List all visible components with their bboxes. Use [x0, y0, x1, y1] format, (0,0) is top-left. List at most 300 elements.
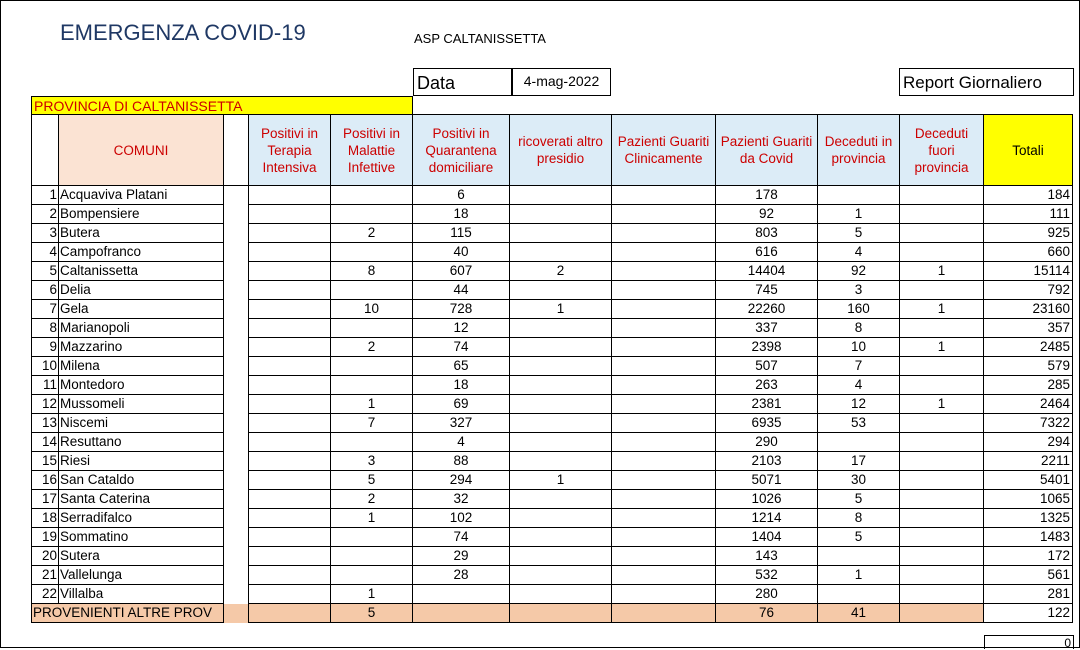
cell-deceduti-provincia[interactable]: 7: [818, 357, 900, 376]
cell-deceduti-provincia[interactable]: 8: [818, 319, 900, 338]
row-number: 4: [32, 243, 59, 262]
cell-totali[interactable]: 285: [984, 376, 1073, 395]
cell-terapia-intensiva[interactable]: [249, 566, 331, 585]
cell-altro-presidio[interactable]: [510, 224, 612, 243]
gap-cell: [224, 186, 249, 205]
comune-name[interactable]: Riesi: [59, 452, 224, 471]
cell-malattie-infettive[interactable]: [331, 281, 413, 300]
cell-deceduti-fuori[interactable]: [900, 509, 984, 528]
cell-guariti-covid[interactable]: 92: [716, 205, 818, 224]
cell-guariti-covid[interactable]: 337: [716, 319, 818, 338]
cell-guariti-covid[interactable]: 14404: [716, 262, 818, 281]
cell-terapia-intensiva[interactable]: [249, 471, 331, 490]
cell-deceduti-provincia[interactable]: 5: [818, 224, 900, 243]
cell-quarantena[interactable]: 44: [413, 281, 510, 300]
cell-guariti-clinicamente[interactable]: [612, 509, 716, 528]
header-comuni: COMUNI: [59, 115, 224, 186]
cell-malattie-infettive[interactable]: 7: [331, 414, 413, 433]
row-number: 16: [32, 471, 59, 490]
cell-altro-presidio[interactable]: [510, 585, 612, 604]
comune-name[interactable]: Acquaviva Platani: [59, 186, 224, 205]
cell-altro-presidio[interactable]: [510, 281, 612, 300]
cell-deceduti-provincia[interactable]: 5: [818, 490, 900, 509]
gap-cell: [224, 452, 249, 471]
cell-quarantena[interactable]: 728: [413, 300, 510, 319]
comune-name[interactable]: Campofranco: [59, 243, 224, 262]
cell-guariti-clinicamente[interactable]: [612, 585, 716, 604]
comune-name[interactable]: Vallelunga: [59, 566, 224, 585]
row-number: 17: [32, 490, 59, 509]
cell-quarantena[interactable]: 65: [413, 357, 510, 376]
cell-totali[interactable]: 2464: [984, 395, 1073, 414]
table-body: [32, 186, 1073, 604]
cell-altro-presidio[interactable]: [510, 433, 612, 452]
cell-altro-presidio[interactable]: [510, 414, 612, 433]
comune-name[interactable]: Butera: [59, 224, 224, 243]
cell-quarantena[interactable]: 88: [413, 452, 510, 471]
cell-guariti-clinicamente[interactable]: [612, 528, 716, 547]
row-number: 3: [32, 224, 59, 243]
cell-malattie-infettive[interactable]: 2: [331, 490, 413, 509]
cell-guariti-clinicamente[interactable]: [612, 547, 716, 566]
row-number: 13: [32, 414, 59, 433]
footer-mi[interactable]: 5: [331, 604, 413, 623]
cell-terapia-intensiva[interactable]: [249, 433, 331, 452]
row-number: 22: [32, 585, 59, 604]
comune-name[interactable]: Bompensiere: [59, 205, 224, 224]
row-number: 12: [32, 395, 59, 414]
cell-malattie-infettive[interactable]: [331, 566, 413, 585]
cell-guariti-clinicamente[interactable]: [612, 262, 716, 281]
cell-altro-presidio[interactable]: 1: [510, 300, 612, 319]
cell-deceduti-fuori[interactable]: 1: [900, 262, 984, 281]
table-row: [32, 452, 1073, 471]
cell-malattie-infettive[interactable]: [331, 243, 413, 262]
cell-altro-presidio[interactable]: [510, 566, 612, 585]
cell-quarantena[interactable]: 28: [413, 566, 510, 585]
cell-altro-presidio[interactable]: [510, 243, 612, 262]
table-row: [32, 357, 1073, 376]
cell-totali[interactable]: 660: [984, 243, 1073, 262]
cell-quarantena[interactable]: 69: [413, 395, 510, 414]
cell-guariti-covid[interactable]: 2381: [716, 395, 818, 414]
header-num: [32, 115, 59, 186]
cell-guariti-covid[interactable]: 803: [716, 224, 818, 243]
cell-deceduti-provincia[interactable]: 4: [818, 376, 900, 395]
cell-deceduti-provincia[interactable]: [818, 547, 900, 566]
gap-cell: [224, 414, 249, 433]
cell-guariti-covid[interactable]: 745: [716, 281, 818, 300]
comune-name[interactable]: Mazzarino: [59, 338, 224, 357]
cell-guariti-covid[interactable]: 22260: [716, 300, 818, 319]
cell-guariti-clinicamente[interactable]: [612, 281, 716, 300]
cell-malattie-infettive[interactable]: [331, 433, 413, 452]
cell-malattie-infettive[interactable]: 3: [331, 452, 413, 471]
cell-deceduti-fuori[interactable]: [900, 547, 984, 566]
cell-altro-presidio[interactable]: [510, 338, 612, 357]
cell-guariti-covid[interactable]: 6935: [716, 414, 818, 433]
cell-guariti-covid[interactable]: 178: [716, 186, 818, 205]
cell-totali[interactable]: 561: [984, 566, 1073, 585]
cell-terapia-intensiva[interactable]: [249, 452, 331, 471]
cell-terapia-intensiva[interactable]: [249, 357, 331, 376]
cell-deceduti-provincia[interactable]: 4: [818, 243, 900, 262]
row-number: 20: [32, 547, 59, 566]
cell-malattie-infettive[interactable]: 2: [331, 224, 413, 243]
row-number: 1: [32, 186, 59, 205]
cell-altro-presidio[interactable]: [510, 186, 612, 205]
comune-name[interactable]: San Cataldo: [59, 471, 224, 490]
footer-dfp[interactable]: [900, 604, 984, 623]
cell-terapia-intensiva[interactable]: [249, 205, 331, 224]
cell-guariti-clinicamente[interactable]: [612, 186, 716, 205]
gap-cell: [224, 300, 249, 319]
cell-altro-presidio[interactable]: [510, 205, 612, 224]
cell-guariti-covid[interactable]: 2103: [716, 452, 818, 471]
comune-name[interactable]: Milena: [59, 357, 224, 376]
cell-malattie-infettive[interactable]: 2: [331, 338, 413, 357]
cell-altro-presidio[interactable]: [510, 319, 612, 338]
cell-malattie-infettive[interactable]: 5: [331, 471, 413, 490]
cell-quarantena[interactable]: 6: [413, 186, 510, 205]
header-row: [32, 115, 1073, 186]
cell-totali[interactable]: 792: [984, 281, 1073, 300]
footer-dp[interactable]: 41: [818, 604, 900, 623]
cell-terapia-intensiva[interactable]: [249, 509, 331, 528]
row-number: 6: [32, 281, 59, 300]
cell-terapia-intensiva[interactable]: [249, 338, 331, 357]
cell-terapia-intensiva[interactable]: [249, 490, 331, 509]
table-row: [32, 205, 1073, 224]
table-row: [32, 300, 1073, 319]
cell-deceduti-provincia[interactable]: 12: [818, 395, 900, 414]
cell-guariti-clinicamente[interactable]: [612, 433, 716, 452]
cell-deceduti-provincia[interactable]: 1: [818, 205, 900, 224]
cell-terapia-intensiva[interactable]: [249, 319, 331, 338]
footer-label[interactable]: PROVENIENTI ALTRE PROV: [32, 604, 224, 623]
cell-quarantena[interactable]: [413, 585, 510, 604]
header-malattie-infettive: Positivi in Malattie Infettive: [331, 115, 413, 186]
footer-tot[interactable]: 122: [984, 604, 1073, 623]
comune-name[interactable]: Resuttano: [59, 433, 224, 452]
row-number: 19: [32, 528, 59, 547]
table-row: [32, 509, 1073, 528]
cell-terapia-intensiva[interactable]: [249, 300, 331, 319]
row-number: 5: [32, 262, 59, 281]
table-row: [32, 528, 1073, 547]
cell-totali[interactable]: 579: [984, 357, 1073, 376]
cell-totali[interactable]: 1325: [984, 509, 1073, 528]
cell-deceduti-fuori[interactable]: 1: [900, 338, 984, 357]
footer-pgc[interactable]: [612, 604, 716, 623]
comune-name[interactable]: Sutera: [59, 547, 224, 566]
comune-name[interactable]: Gela: [59, 300, 224, 319]
cell-terapia-intensiva[interactable]: [249, 224, 331, 243]
cell-guariti-clinicamente[interactable]: [612, 224, 716, 243]
header-deceduti-fuori: Deceduti fuori provincia: [900, 115, 984, 186]
cell-deceduti-provincia[interactable]: 53: [818, 414, 900, 433]
cell-totali[interactable]: 15114: [984, 262, 1073, 281]
cell-terapia-intensiva[interactable]: [249, 547, 331, 566]
cell-quarantena[interactable]: 4: [413, 433, 510, 452]
row-number: 15: [32, 452, 59, 471]
header-altro-presidio: ricoverati altro presidio: [510, 115, 612, 186]
province-banner: PROVINCIA DI CALTANISSETTA: [31, 96, 413, 115]
cell-deceduti-provincia[interactable]: [818, 433, 900, 452]
cell-deceduti-fuori[interactable]: [900, 566, 984, 585]
cell-totali[interactable]: 281: [984, 585, 1073, 604]
comune-name[interactable]: Marianopoli: [59, 319, 224, 338]
report-label: Report Giornaliero: [899, 68, 1074, 96]
cell-quarantena[interactable]: 607: [413, 262, 510, 281]
cell-deceduti-fuori[interactable]: [900, 528, 984, 547]
cell-totali[interactable]: 23160: [984, 300, 1073, 319]
cell-guariti-covid[interactable]: 5071: [716, 471, 818, 490]
cell-deceduti-fuori[interactable]: [900, 490, 984, 509]
row-number: 8: [32, 319, 59, 338]
cell-malattie-infettive[interactable]: [331, 528, 413, 547]
cell-quarantena[interactable]: 294: [413, 471, 510, 490]
cell-guariti-covid[interactable]: 1214: [716, 509, 818, 528]
cell-terapia-intensiva[interactable]: [249, 414, 331, 433]
cell-totali[interactable]: 1483: [984, 528, 1073, 547]
gap-cell: [224, 395, 249, 414]
footer-ra[interactable]: [510, 604, 612, 623]
cell-guariti-covid[interactable]: 280: [716, 585, 818, 604]
cell-totali[interactable]: 2485: [984, 338, 1073, 357]
row-number: 2: [32, 205, 59, 224]
row-number: 14: [32, 433, 59, 452]
cell-deceduti-provincia[interactable]: [818, 585, 900, 604]
header-deceduti-provincia: Deceduti in provincia: [818, 115, 900, 186]
cell-guariti-clinicamente[interactable]: [612, 205, 716, 224]
cell-deceduti-provincia[interactable]: 92: [818, 262, 900, 281]
cell-deceduti-provincia[interactable]: [818, 186, 900, 205]
cell-altro-presidio[interactable]: [510, 528, 612, 547]
cell-malattie-infettive[interactable]: [331, 319, 413, 338]
comune-name[interactable]: Mussomeli: [59, 395, 224, 414]
cell-deceduti-fuori[interactable]: [900, 357, 984, 376]
footer-pgcov[interactable]: 76: [716, 604, 818, 623]
footer-gap: [224, 604, 249, 623]
cell-malattie-infettive[interactable]: [331, 186, 413, 205]
cell-altro-presidio[interactable]: [510, 547, 612, 566]
cell-altro-presidio[interactable]: [510, 509, 612, 528]
cell-guariti-covid[interactable]: 616: [716, 243, 818, 262]
gap-cell: [224, 471, 249, 490]
gap-cell: [224, 433, 249, 452]
table-row: [32, 243, 1073, 262]
comune-name[interactable]: Niscemi: [59, 414, 224, 433]
cell-terapia-intensiva[interactable]: [249, 186, 331, 205]
cell-malattie-infettive[interactable]: 10: [331, 300, 413, 319]
cell-deceduti-provincia[interactable]: 160: [818, 300, 900, 319]
cell-malattie-infettive[interactable]: [331, 376, 413, 395]
below-total-cell[interactable]: 0: [984, 635, 1074, 649]
cell-guariti-covid[interactable]: 290: [716, 433, 818, 452]
cell-quarantena[interactable]: 74: [413, 338, 510, 357]
cell-guariti-covid[interactable]: 263: [716, 376, 818, 395]
cell-malattie-infettive[interactable]: 1: [331, 585, 413, 604]
cell-terapia-intensiva[interactable]: [249, 281, 331, 300]
cell-guariti-covid[interactable]: 143: [716, 547, 818, 566]
cell-deceduti-provincia[interactable]: 3: [818, 281, 900, 300]
gap-cell: [224, 243, 249, 262]
gap-cell: [224, 566, 249, 585]
cell-quarantena[interactable]: 12: [413, 319, 510, 338]
header-guariti-covid: Pazienti Guariti da Covid: [716, 115, 818, 186]
cell-guariti-covid[interactable]: 1026: [716, 490, 818, 509]
cell-terapia-intensiva[interactable]: [249, 243, 331, 262]
comune-name[interactable]: Montedoro: [59, 376, 224, 395]
header-totali: Totali: [984, 115, 1073, 186]
gap-cell: [224, 490, 249, 509]
cell-deceduti-fuori[interactable]: [900, 319, 984, 338]
cell-quarantena[interactable]: 18: [413, 376, 510, 395]
cell-terapia-intensiva[interactable]: [249, 395, 331, 414]
table-row: [32, 433, 1073, 452]
cell-altro-presidio[interactable]: [510, 490, 612, 509]
table-row: [32, 547, 1073, 566]
cell-deceduti-provincia[interactable]: 1: [818, 566, 900, 585]
row-number: 11: [32, 376, 59, 395]
cell-deceduti-fuori[interactable]: 1: [900, 395, 984, 414]
footer-ti[interactable]: [249, 604, 331, 623]
table-row: [32, 281, 1073, 300]
cell-deceduti-provincia[interactable]: 17: [818, 452, 900, 471]
comune-name[interactable]: Delia: [59, 281, 224, 300]
gap-cell: [224, 281, 249, 300]
cell-totali[interactable]: 5401: [984, 471, 1073, 490]
cell-guariti-clinicamente[interactable]: [612, 338, 716, 357]
asp-label: ASP CALTANISSETTA: [414, 31, 546, 46]
cell-altro-presidio[interactable]: [510, 357, 612, 376]
gap-cell: [224, 224, 249, 243]
cell-guariti-covid[interactable]: 532: [716, 566, 818, 585]
cell-malattie-infettive[interactable]: 1: [331, 509, 413, 528]
cell-deceduti-fuori[interactable]: [900, 186, 984, 205]
cell-guariti-clinicamente[interactable]: [612, 414, 716, 433]
data-value[interactable]: 4-mag-2022: [512, 68, 611, 96]
cell-totali[interactable]: 294: [984, 433, 1073, 452]
header-guariti-clinicamente: Pazienti Guariti Clinicamente: [612, 115, 716, 186]
cell-guariti-covid[interactable]: 2398: [716, 338, 818, 357]
table-row: [32, 490, 1073, 509]
table-row: [32, 585, 1073, 604]
comune-name[interactable]: Villalba: [59, 585, 224, 604]
gap-cell: [224, 376, 249, 395]
cell-altro-presidio[interactable]: 2: [510, 262, 612, 281]
cell-guariti-clinicamente[interactable]: [612, 376, 716, 395]
cell-deceduti-fuori[interactable]: [900, 452, 984, 471]
cell-quarantena[interactable]: 18: [413, 205, 510, 224]
cell-deceduti-provincia[interactable]: 30: [818, 471, 900, 490]
cell-deceduti-fuori[interactable]: [900, 414, 984, 433]
cell-altro-presidio[interactable]: [510, 395, 612, 414]
cell-quarantena[interactable]: 29: [413, 547, 510, 566]
cell-guariti-clinicamente[interactable]: [612, 566, 716, 585]
gap-cell: [224, 585, 249, 604]
cell-malattie-infettive[interactable]: 1: [331, 395, 413, 414]
header-gap: [224, 115, 249, 186]
cell-guariti-covid[interactable]: 507: [716, 357, 818, 376]
cell-terapia-intensiva[interactable]: [249, 585, 331, 604]
data-label: Data: [413, 68, 512, 96]
comune-name[interactable]: Sommatino: [59, 528, 224, 547]
comune-name[interactable]: Serradifalco: [59, 509, 224, 528]
cell-quarantena[interactable]: 40: [413, 243, 510, 262]
cell-terapia-intensiva[interactable]: [249, 376, 331, 395]
cell-guariti-clinicamente[interactable]: [612, 395, 716, 414]
cell-deceduti-fuori[interactable]: 1: [900, 300, 984, 319]
cell-quarantena[interactable]: 115: [413, 224, 510, 243]
cell-totali[interactable]: 925: [984, 224, 1073, 243]
cell-guariti-clinicamente[interactable]: [612, 490, 716, 509]
table-row: [32, 338, 1073, 357]
cell-altro-presidio[interactable]: [510, 376, 612, 395]
cell-guariti-clinicamente[interactable]: [612, 319, 716, 338]
cell-totali[interactable]: 184: [984, 186, 1073, 205]
cell-terapia-intensiva[interactable]: [249, 262, 331, 281]
cell-guariti-covid[interactable]: 1404: [716, 528, 818, 547]
cell-deceduti-provincia[interactable]: 10: [818, 338, 900, 357]
row-number: 18: [32, 509, 59, 528]
cell-totali[interactable]: 357: [984, 319, 1073, 338]
row-number: 9: [32, 338, 59, 357]
cell-malattie-infettive[interactable]: [331, 547, 413, 566]
cell-deceduti-fuori[interactable]: [900, 205, 984, 224]
cell-deceduti-fuori[interactable]: [900, 376, 984, 395]
cell-guariti-clinicamente[interactable]: [612, 300, 716, 319]
comune-name[interactable]: Santa Caterina: [59, 490, 224, 509]
cell-deceduti-fuori[interactable]: [900, 224, 984, 243]
cell-deceduti-provincia[interactable]: 8: [818, 509, 900, 528]
cell-totali[interactable]: 1065: [984, 490, 1073, 509]
gap-cell: [224, 319, 249, 338]
cell-quarantena[interactable]: 102: [413, 509, 510, 528]
cell-totali[interactable]: 111: [984, 205, 1073, 224]
cell-deceduti-fuori[interactable]: [900, 243, 984, 262]
cell-quarantena[interactable]: 74: [413, 528, 510, 547]
cell-deceduti-provincia[interactable]: 5: [818, 528, 900, 547]
cell-totali[interactable]: 172: [984, 547, 1073, 566]
cell-guariti-clinicamente[interactable]: [612, 357, 716, 376]
cell-guariti-clinicamente[interactable]: [612, 452, 716, 471]
gap-cell: [224, 205, 249, 224]
gap-cell: [224, 338, 249, 357]
cell-totali[interactable]: 7322: [984, 414, 1073, 433]
table-row: [32, 376, 1073, 395]
cell-deceduti-fuori[interactable]: [900, 281, 984, 300]
cell-malattie-infettive[interactable]: [331, 357, 413, 376]
cell-deceduti-fuori[interactable]: [900, 433, 984, 452]
cell-altro-presidio[interactable]: 1: [510, 471, 612, 490]
cell-quarantena[interactable]: 327: [413, 414, 510, 433]
footer-qd[interactable]: [413, 604, 510, 623]
cell-guariti-clinicamente[interactable]: [612, 243, 716, 262]
comune-name[interactable]: Caltanissetta: [59, 262, 224, 281]
cell-deceduti-fuori[interactable]: [900, 471, 984, 490]
cell-malattie-infettive[interactable]: 8: [331, 262, 413, 281]
cell-guariti-clinicamente[interactable]: [612, 471, 716, 490]
cell-totali[interactable]: 2211: [984, 452, 1073, 471]
cell-quarantena[interactable]: 32: [413, 490, 510, 509]
cell-altro-presidio[interactable]: [510, 452, 612, 471]
table-row: [32, 262, 1073, 281]
cell-deceduti-fuori[interactable]: [900, 585, 984, 604]
cell-malattie-infettive[interactable]: [331, 205, 413, 224]
cell-terapia-intensiva[interactable]: [249, 528, 331, 547]
